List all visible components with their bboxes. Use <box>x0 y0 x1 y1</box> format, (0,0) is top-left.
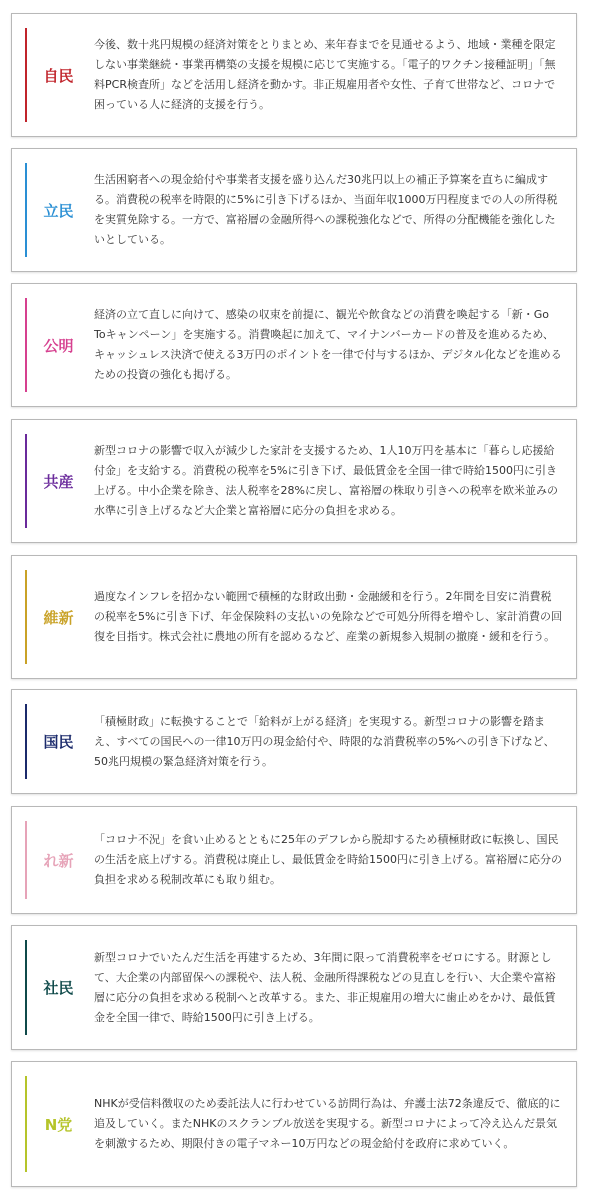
party-card-ntou <box>11 1061 577 1187</box>
party-name: 国民 <box>43 733 74 751</box>
party-name: 維新 <box>43 608 74 627</box>
policy-text: 「コロナ不況」を食い止めるとともに25年のデフレから脱却するため積極財政に転換し、国民の生活を底上げする。消費税は廃止し、最低賃金を時給1500円に引き上げる。富裕層に応分の負担を求める税制改革にも取り組む。 <box>94 833 562 886</box>
party-card-komei <box>11 283 577 407</box>
party-name: 共産 <box>43 472 74 491</box>
party-name: 社民 <box>43 979 74 997</box>
party-card-shamin <box>11 925 577 1050</box>
party-name: 立民 <box>43 201 74 220</box>
party-name: 公明 <box>43 336 74 355</box>
party-card-jimin <box>11 13 577 137</box>
party-card-kyosan <box>11 419 577 543</box>
policy-text: NHKが受信料徴収のため委託法人に行わせている訪問行為は、弁護士法72条違反で、徹底的に追及していく。またNHKのスクランブル放送を実現する。新型コロナによって冷え込んだ景気を刺激するため、期限付きの電子マネー10万円などの現金給付を政府に求めていく。 <box>94 1097 561 1150</box>
policy-text: 「積極財政」に転換することで「給料が上がる経済」を実現する。新型コロナの影響を踏まえ、すべての国民への一律10万円の現金給付や、時限的な消費税率の5%への引き下げなど、50兆円規模の緊急経済対策を行う。 <box>94 714 555 768</box>
policy-text: 新型コロナでいたんだ生活を再建するため、3年間に限って消費税率をゼロにする。財源として、大企業の内部留保への課税や、法人税、金融所得課税などの見直しを行い、大企業や富裕層に応分の負担を求める税制へと改革する。また、非正規雇用の増大に歯止めをかけ、最低賃金を全国一律で、時給1500円に引き上げる。 <box>94 950 556 1024</box>
policy-text: 新型コロナの影響で収入が減少した家計を支援するため、1人10万円を基本に「暮らし応援給付金」を支給する。消費税の税率を5%に引き下げ、最低賃金を全国一律で時給1500円に引き上げる。中小企業を除き、法人税率を28%に戻し、富裕層の株取り引きへの税率を欧米並みの水準に引き上げるなど大企業と富裕層に応分の負担を求める。 <box>94 444 559 517</box>
party-name: N党 <box>44 1115 73 1134</box>
party-name: れ新 <box>43 851 74 870</box>
policy-text: 過度なインフレを招かない範囲で積極的な財政出動・金融緩和を行う。2年間を目安に消費税の税率を5%に引き下げ、年金保険料の支払いの免除などで可処分所得を増やし、家計消費の回復を目指す。株式会社に農地の所有を認めるなど、産業の新規参入規制の撤廃・緩和を行う。 <box>94 590 563 643</box>
policy-text: 生活困窮者への現金給付や事業者支援を盛り込んだ30兆円以上の補正予算案を直ちに編成する。消費税の税率を時限的に5%に引き下げるほか、当面年収1000万円程度までの人の所得税を実質免除する。一方で、富裕層の金融所得への課税強化などで、所得の分配機能を強化したいとしている。 <box>94 173 558 246</box>
party-card-reiwa <box>11 806 577 914</box>
party-card-ishin <box>11 555 577 679</box>
party-card-rikken <box>11 148 577 272</box>
policy-text: 今後、数十兆円規模の経済対策をとりまとめ、来年春までを見通せるよう、地域・業種を限定しない事業継続・事業再構築の支援を規模に応じて実施する。「電子的ワクチン接種証明」「無料PCR検査所」などを活用し経済を動かす。非正規雇用者や女性、子育て世帯など、コロナで困っている人に経済的支援を行う。 <box>94 38 556 111</box>
policy-text: 経済の立て直しに向けて、感染の収束を前提に、観光や飲食などの消費を喚起する「新・Go Toキャンペーン」を実施する。消費喚起に加えて、マイナンバーカードの普及を進めるため、キャッシュレス決済で使える3万円のポイントを一律で付与するほか、デジタル化などを進めるための投資の強化も掲げる。 <box>94 308 562 381</box>
party-name: 自民 <box>43 66 74 85</box>
party-card-kokumin <box>11 689 577 794</box>
